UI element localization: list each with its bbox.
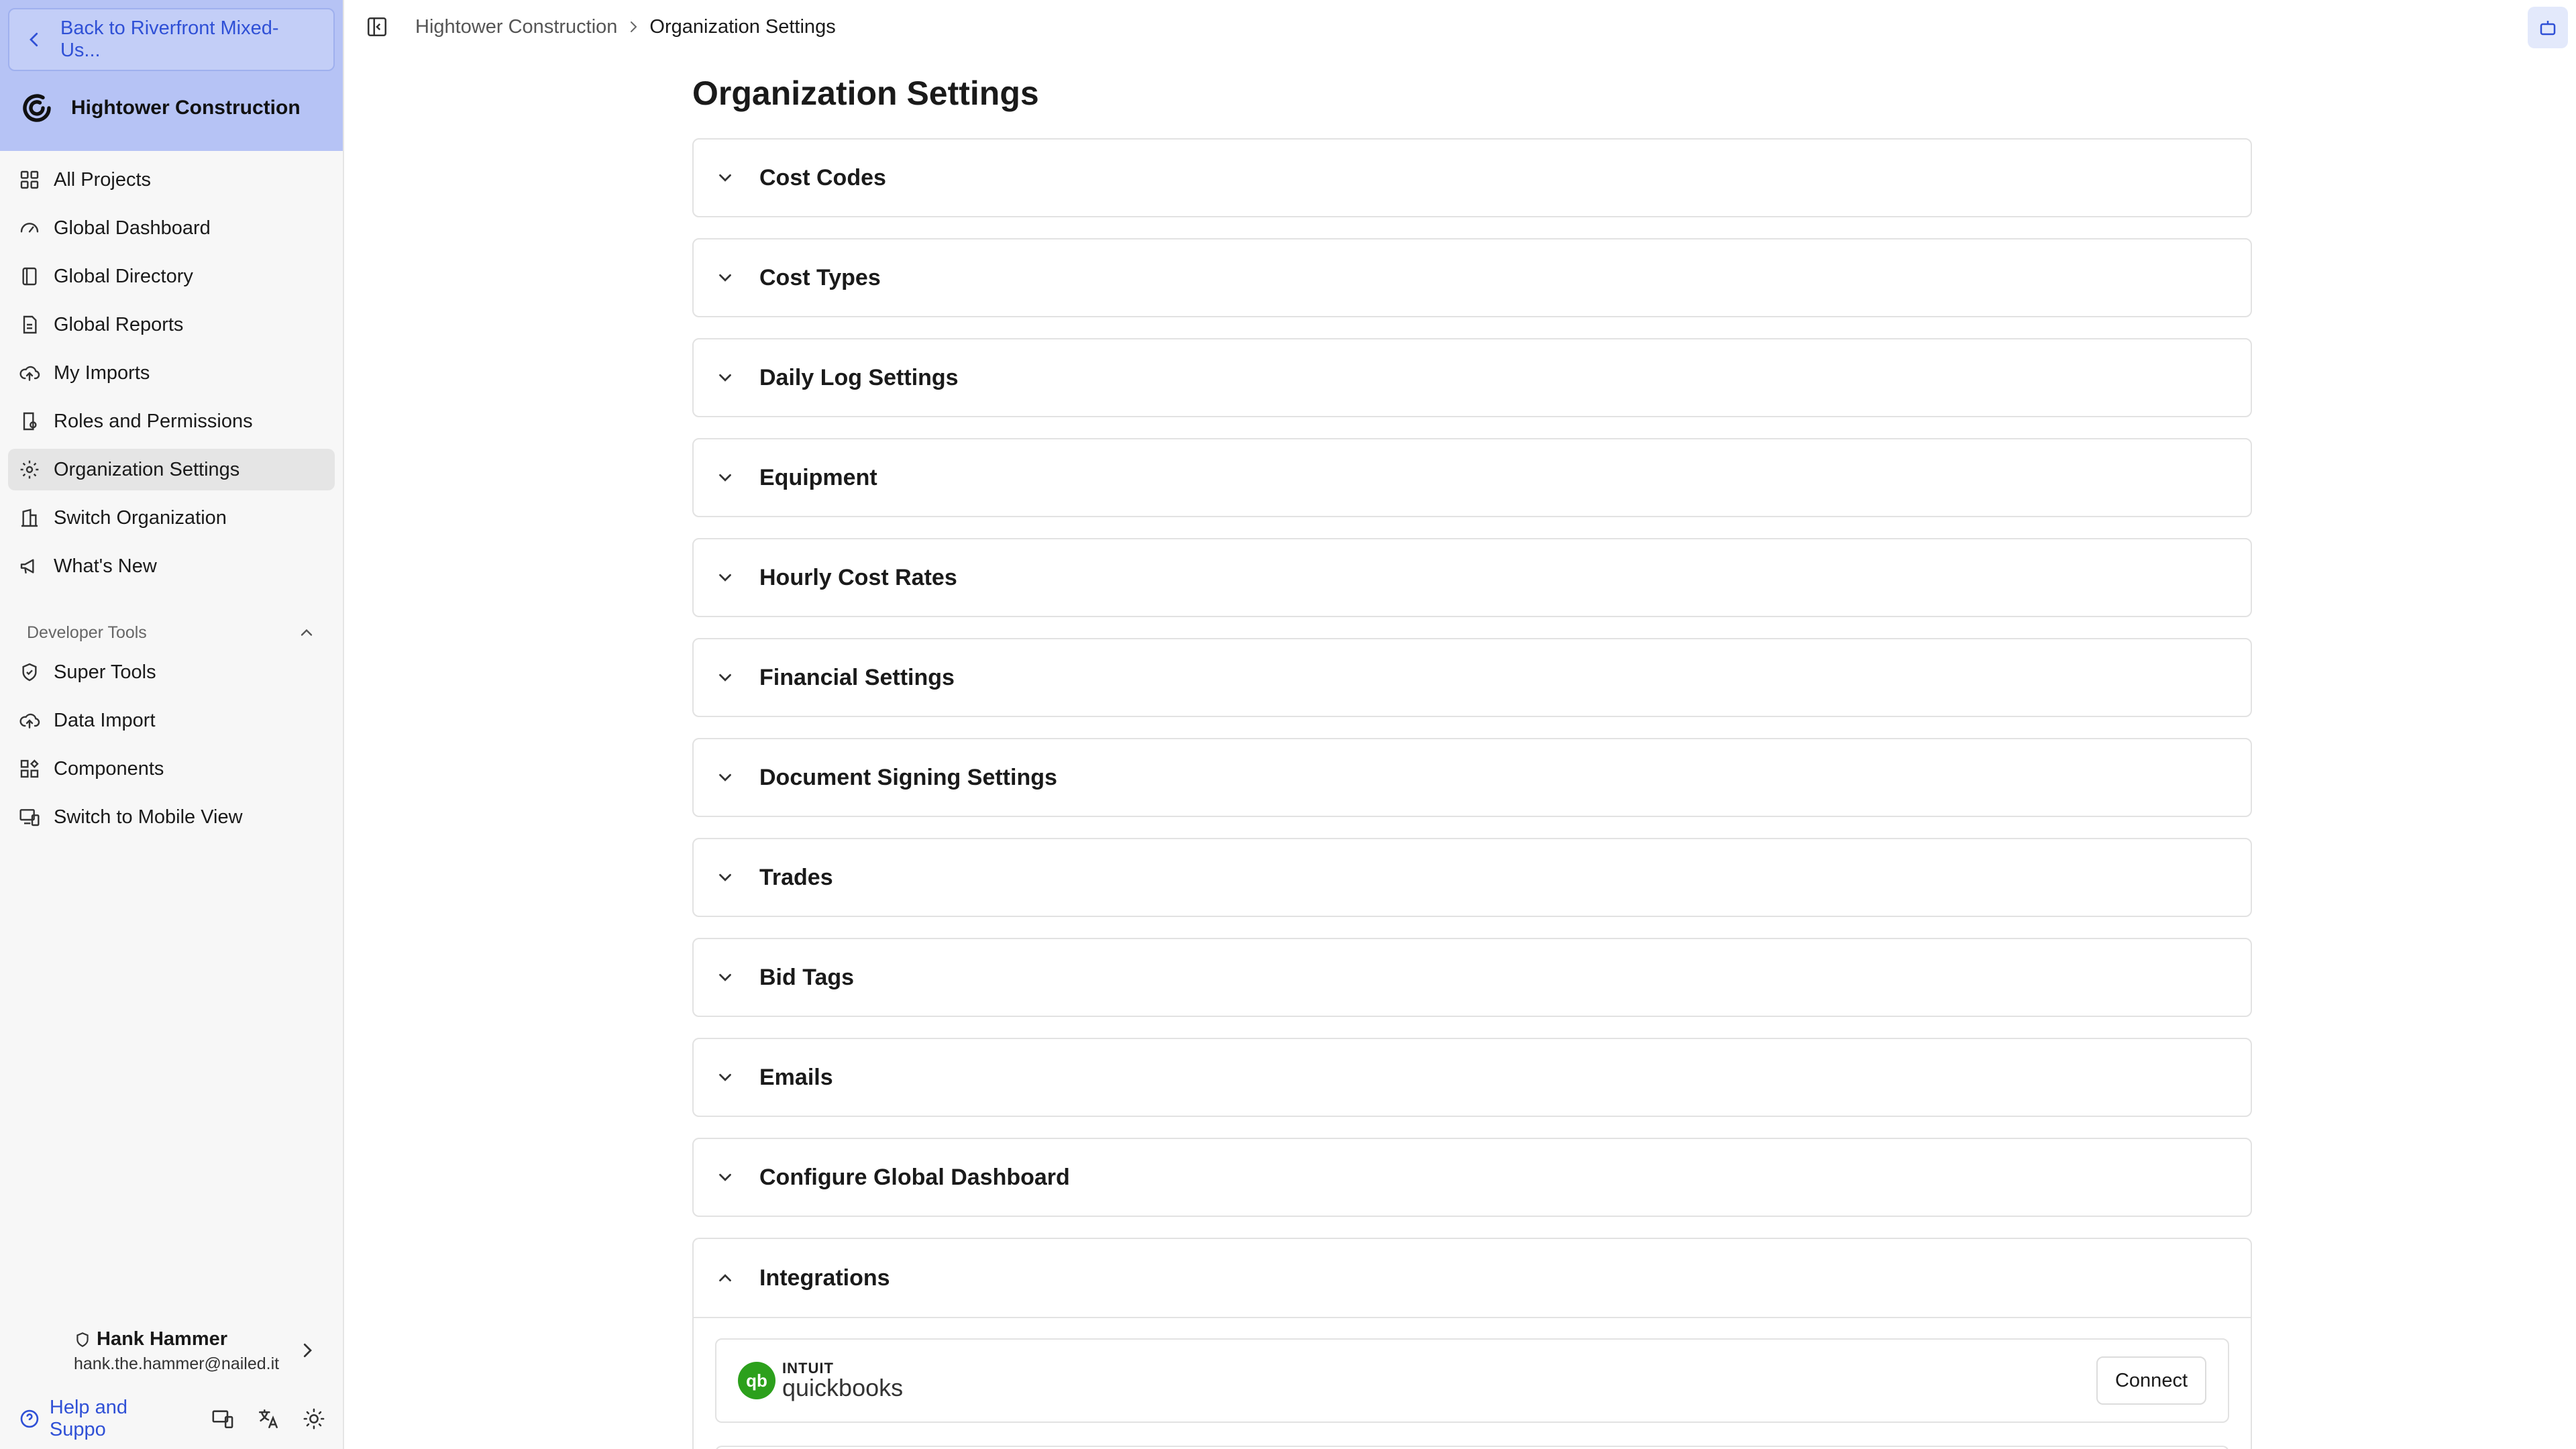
devices-icon[interactable] bbox=[211, 1407, 234, 1430]
back-to-project-button[interactable] bbox=[8, 8, 335, 71]
developer-tools-header[interactable] bbox=[8, 614, 335, 651]
chevron-right-icon bbox=[625, 19, 641, 35]
megaphone-icon bbox=[19, 555, 40, 577]
nav-label: All Projects bbox=[54, 168, 152, 191]
upload-cloud-icon bbox=[19, 710, 40, 731]
shield-icon bbox=[74, 1331, 91, 1348]
nav-label: What's New bbox=[54, 555, 157, 577]
nav-item-global-reports[interactable] bbox=[8, 304, 335, 345]
nav-item-switch-organization[interactable] bbox=[8, 497, 335, 539]
components-icon bbox=[19, 758, 40, 780]
accordion-title: Cost Codes bbox=[759, 164, 886, 191]
quickbooks-label: quickbooks bbox=[782, 1374, 904, 1401]
user-name: Hank Hammer bbox=[97, 1328, 228, 1350]
nav-item-components[interactable] bbox=[8, 748, 335, 790]
user-menu[interactable] bbox=[0, 1322, 344, 1389]
main-content bbox=[692, 74, 2252, 1449]
integration-quickbooks bbox=[715, 1338, 2229, 1423]
nav-item-global-directory[interactable] bbox=[8, 256, 335, 297]
nav-item-whats-new[interactable] bbox=[8, 545, 335, 587]
nav-item-data-import[interactable] bbox=[8, 700, 335, 741]
chevron-down-icon bbox=[715, 867, 735, 888]
quickbooks-logo bbox=[738, 1361, 903, 1400]
chevron-left-icon bbox=[24, 30, 44, 50]
quickbooks-wordmark bbox=[782, 1361, 903, 1400]
quickbooks-icon: qb bbox=[738, 1362, 775, 1399]
accordion-title: Daily Log Settings bbox=[759, 364, 959, 390]
shield-icon bbox=[19, 661, 40, 683]
sidebar-footer bbox=[0, 1395, 344, 1442]
accordion-integrations-header[interactable] bbox=[694, 1239, 2251, 1318]
sidebar bbox=[0, 0, 344, 1449]
breadcrumb-parent[interactable]: Hightower Construction bbox=[415, 15, 618, 38]
org-row[interactable] bbox=[8, 71, 335, 145]
accordion-trades[interactable] bbox=[692, 838, 2252, 917]
nav-item-global-dashboard[interactable] bbox=[8, 207, 335, 249]
nav-label: Switch to Mobile View bbox=[54, 806, 243, 828]
chevron-down-icon bbox=[715, 1067, 735, 1087]
org-name: Hightower Construction bbox=[71, 97, 301, 119]
devices-icon bbox=[19, 806, 40, 828]
accordion-title: Cost Types bbox=[759, 264, 881, 290]
chevron-down-icon bbox=[715, 967, 735, 987]
accordion-title: Document Signing Settings bbox=[759, 764, 1057, 790]
accordion-title: Integrations bbox=[759, 1265, 890, 1291]
gauge-icon bbox=[19, 217, 40, 239]
chevron-down-icon bbox=[715, 168, 735, 188]
help-support-link[interactable] bbox=[19, 1397, 189, 1441]
accordion-bid-tags[interactable] bbox=[692, 938, 2252, 1017]
page-title: Organization Settings bbox=[692, 74, 1039, 112]
nav-label: Components bbox=[54, 757, 164, 780]
chevron-right-icon bbox=[297, 1340, 317, 1360]
nav-item-all-projects[interactable] bbox=[8, 159, 335, 201]
section-label: Developer Tools bbox=[27, 623, 147, 642]
nav-label: Switch Organization bbox=[54, 506, 227, 529]
grid-icon bbox=[19, 169, 40, 191]
breadcrumb-current: Organization Settings bbox=[649, 15, 836, 38]
chevron-down-icon bbox=[715, 568, 735, 588]
accordion-emails[interactable] bbox=[692, 1038, 2252, 1117]
nav-item-roles-permissions[interactable] bbox=[8, 400, 335, 442]
accordion-daily-log-settings[interactable] bbox=[692, 338, 2252, 417]
accordion-financial-settings[interactable] bbox=[692, 638, 2252, 717]
help-label: Help and Suppo bbox=[49, 1397, 127, 1440]
accordion-title: Hourly Cost Rates bbox=[759, 564, 957, 590]
nav-label: Super Tools bbox=[54, 661, 156, 683]
translate-icon[interactable] bbox=[257, 1407, 280, 1430]
accordion-title: Emails bbox=[759, 1064, 833, 1090]
nav-label: Data Import bbox=[54, 709, 156, 731]
accordion-cost-types[interactable] bbox=[692, 238, 2252, 317]
nav-label: My Imports bbox=[54, 362, 150, 384]
back-label: Back to Riverfront Mixed-Us... bbox=[60, 17, 279, 61]
help-circle-icon bbox=[19, 1408, 40, 1430]
sidebar-toggle-icon[interactable] bbox=[366, 15, 388, 38]
intuit-label: INTUIT bbox=[782, 1360, 834, 1377]
upload-cloud-icon bbox=[19, 362, 40, 384]
main-nav bbox=[0, 151, 343, 838]
nav-label: Roles and Permissions bbox=[54, 410, 253, 432]
nav-item-my-imports[interactable] bbox=[8, 352, 335, 394]
accordion-equipment[interactable] bbox=[692, 438, 2252, 517]
roles-icon bbox=[19, 411, 40, 432]
chevron-down-icon bbox=[715, 1167, 735, 1187]
report-icon bbox=[19, 314, 40, 335]
nav-item-organization-settings[interactable] bbox=[8, 449, 335, 490]
org-logo-icon bbox=[19, 90, 55, 126]
nav-item-super-tools[interactable] bbox=[8, 651, 335, 693]
connect-button[interactable]: Connect bbox=[2096, 1356, 2206, 1405]
building-icon bbox=[19, 507, 40, 529]
accordion-integrations bbox=[692, 1238, 2252, 1449]
chevron-down-icon bbox=[715, 667, 735, 688]
chevron-down-icon bbox=[715, 268, 735, 288]
top-bar bbox=[344, 0, 2576, 54]
chevron-down-icon bbox=[715, 468, 735, 488]
accordion-title: Equipment bbox=[759, 464, 877, 490]
bot-icon bbox=[2538, 17, 2558, 38]
accordion-hourly-cost-rates[interactable] bbox=[692, 538, 2252, 617]
sidebar-header bbox=[0, 0, 343, 151]
chevron-down-icon bbox=[715, 767, 735, 788]
chevron-up-icon bbox=[297, 623, 316, 642]
accordion-title: Trades bbox=[759, 864, 833, 890]
integration-next bbox=[715, 1446, 2229, 1449]
accordion-cost-codes[interactable] bbox=[692, 138, 2252, 217]
nav-label: Global Dashboard bbox=[54, 217, 211, 239]
gear-icon bbox=[19, 459, 40, 480]
accordion-title: Configure Global Dashboard bbox=[759, 1164, 1070, 1190]
accordion-title: Financial Settings bbox=[759, 664, 955, 690]
assistant-button[interactable] bbox=[2528, 7, 2568, 48]
nav-label: Organization Settings bbox=[54, 458, 240, 480]
nav-item-switch-mobile-view[interactable] bbox=[8, 796, 335, 838]
accordion-configure-global-dashboard[interactable] bbox=[692, 1138, 2252, 1217]
accordion-title: Bid Tags bbox=[759, 964, 855, 990]
sun-icon[interactable] bbox=[303, 1407, 325, 1430]
accordion-document-signing-settings[interactable] bbox=[692, 738, 2252, 817]
nav-label: Global Directory bbox=[54, 265, 193, 287]
chevron-down-icon bbox=[715, 368, 735, 388]
user-email: hank.the.hammer@nailed.it bbox=[74, 1354, 280, 1373]
integrations-body bbox=[694, 1318, 2251, 1449]
nav-label: Global Reports bbox=[54, 313, 184, 335]
chevron-up-icon bbox=[715, 1268, 735, 1288]
book-icon bbox=[19, 266, 40, 287]
